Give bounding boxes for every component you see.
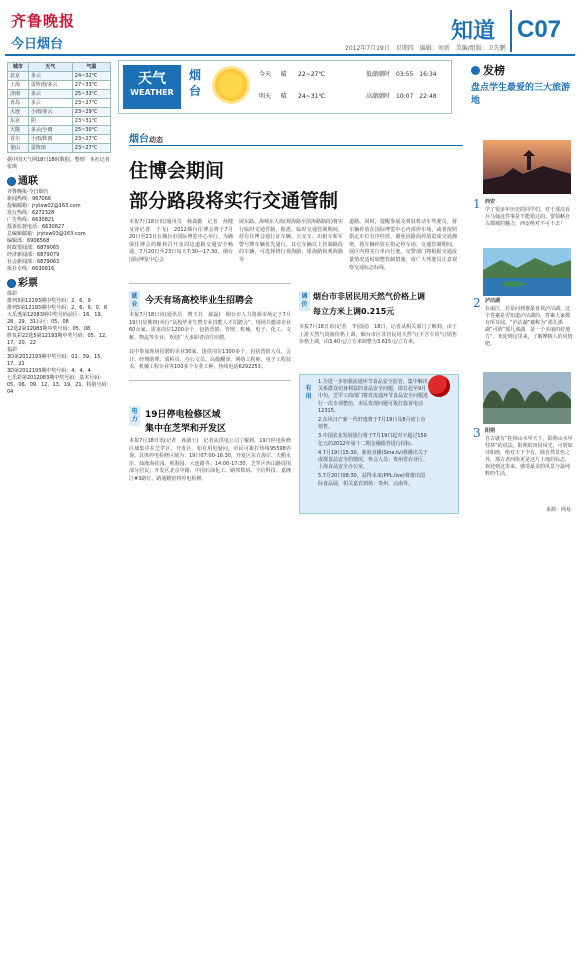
list-item: 3D第2012193期中奖号码：02、39、15、17、21 [7,354,106,367]
table-cell: 济南 [8,90,29,99]
table-row [8,90,111,99]
dongtai-label [129,130,163,145]
tonglian-title: 通联 [18,176,38,187]
table-cell: 大连 [8,108,29,117]
today-temp: 22~27℃ [298,71,326,78]
table-row [8,126,111,135]
pushpin-icon [428,375,450,397]
list-item: 4.7月19日15:30，新浪直播(Sina.tv)将播出关于成都食品安全的情况，参会人员：贵州省农业厅、上海食品安全办公室。 [318,449,429,471]
table-cell: 釜山 [8,144,29,153]
table-cell: 25~30℃ [72,126,110,135]
ranking-icon [471,66,480,75]
main-story-col-3: 道路。同时，提醒参展及观展机动车驾驶员，将车辆停放在国际博览中心内部停车场，或者按照指定车位有序停放，避免因路面停放造成交通拥堵，将车辆停放在指定停车场，交通管制期间，展区内将实行单向行驶，交警部门将根据交通流量情况适时调整管制措施，请广大驾驶员注意观察交通标志标线。 [349,219,457,271]
table-row [8,72,111,81]
list-item: 投稿邮箱：jrytxw02@163.com [7,203,81,209]
lottery-list [7,291,113,396]
table-row [8,108,111,117]
list-item: 排列3第12193期中奖号码：2、6、9 [7,298,91,304]
table-row [8,99,111,108]
rank-number: 1 [473,197,481,211]
jobs-title: 今天有场高校毕业生招聘会 [145,296,254,306]
list-item: 齐鲁晚报·今日烟台 [7,189,49,195]
list-item: 5.7月20日08:30，益得未来(PPL.live)将推出国际食品展，相关嘉宾到场：贵州、云南等。 [318,473,425,487]
tonglian-list [7,189,113,273]
weather-logo-en: WEATHER [130,88,174,97]
source-credit: 来源：网易 [545,507,571,513]
table-cell: 雷阵雨/多云 [28,81,72,90]
table-cell: 27~33℃ [72,81,110,90]
list-item: 投诉监督电话：6630827 [7,224,65,230]
city-weather-table [7,62,111,153]
power-title-2: 集中在芝罘和开发区 [145,424,227,434]
table-row [8,117,111,126]
section-title: 知道 [451,19,496,44]
rank-text: 自古就有“桂林山水甲天下，阳朔山水甲桂林”的说法。阳朔的田园风光，可谓如诗如画，绝对天下少有，除自然景色之外，那古老西街更是这片土地的标志，欢迎到这里来，感受最美的风景与最纯粹的生活。 [485,436,573,477]
newspaper-name: 齐鲁晚报 [11,12,76,30]
list-item: 3.中国农业发展银行将于7月19日起对不超过150亿元的2012年第十二期金融债券进行招标。 [318,433,427,447]
rank-place: 泸沽湖 [485,298,501,304]
table-cell: 大阪 [8,126,29,135]
sun-icon [215,69,247,101]
table-cell: 多云/小雨 [28,126,72,135]
today-row [259,69,325,78]
useful-info-box [299,374,459,514]
gas-tag: 调价 [299,291,310,311]
fabang-heading [471,62,575,78]
low-tide: 低潮潮时 03:55 16:34 [366,71,437,78]
list-item: 社会新闻部：6879063 [7,259,60,265]
list-item: 大乐透第12083期中奖号码前区：16、19、28、29、31后区：05、08 [7,312,106,325]
page-number: C07 [517,16,562,43]
power-title-1: 19日停电检修区域 [145,410,221,420]
dongtai-small: 动态 [149,136,163,144]
list-item: 排列5第12193期中奖号码：2、6、9、0、8 [7,305,107,311]
jobs-body-2: 其中参加现场招聘的企业30家，提供岗位1300多个，包括营销人员、会计、经理助理、质检员、办公文员、高级翻译、网络工程师、电子工程技术、机械工程专业等100多个专业工种。热线电话6292253。 [129,349,291,371]
list-item: 编辑部：6906568 [7,238,50,244]
main-headline [129,156,338,216]
table-cell: 小雨/阵雨 [28,135,72,144]
newspaper-page [5,6,575,518]
table-cell: 阴 [28,117,72,126]
left-column [7,62,113,517]
list-item: 3D第2012193期中奖号码：4、4、4 [7,368,91,374]
useful-tag: 有用 [303,383,314,403]
divider [129,283,291,284]
rank-text: 在丽江，若是问到谁最喜欢泸沽湖，这个答案是否知道泸沽湖的，答案大家都有所耳闻，“泸沽湖”被称为“那儿那湖”可谓“那儿那湖，是一个美丽的好地方”，欢迎到这里来，了解摩梭人的风情吧。 [485,306,573,347]
table-cell: 小雨/多云 [28,108,72,117]
list-item: 体彩 [7,291,18,297]
table-cell: 多云 [28,99,72,108]
rank-number: 3 [473,426,481,440]
useful-list [318,379,428,490]
header-divider [510,10,512,52]
tonglian-heading [7,177,113,186]
tomorrow-label: 明天 [259,93,272,100]
list-item: 福彩 [7,347,18,353]
list-item: 七乐彩第2012083期中奖号码：基本号码：05、06、09、12、13、19、21、特别号码：04 [7,375,112,395]
headline-line-1: 住博会期间 [129,160,225,182]
list-item: 12选2第12083期中奖号码：05、08 [7,326,91,332]
table-header: 城市 [8,63,29,72]
list-item: 发行热线：6272328 [7,210,55,216]
high-tide: 高潮潮时 10:07 22:48 [366,93,437,100]
weather-box [118,60,452,114]
main-story-col-2: 展东路、海城东大街(观海路至滨海路路段)将实行临时交通管制。据悉，临时交通管制期间，持有住博会通行证车辆、公交车、出租车和军警号牌车辆优先通行，其它车辆以上管制路段的车辆，可选择绕行观海路、银海路和观海路等 [239,219,343,263]
gas-title-1: 烟台市非居民用天然气价格上调 [313,292,425,301]
fabang-title: 发榜 [483,64,505,77]
main-story-col-1: 本报7月18日讯(通讯员 杨焱勤 记者 孙健 及萍记者 于飞) 2012烟台住博会将于7月20日至23日在烟台市国际博览中心举行。为确保住博会的顺利召开及周边道路交通安全畅通，7月20日至23日每天7:30—17:30，烟台国际博览中心会 [129,219,239,263]
table-header: 天气 [28,63,72,72]
list-item: 胜负彩22选5第12193期中奖号码：05、12、17、20、22 [7,333,111,346]
table-cell: 23~31℃ [72,117,110,126]
rank-place: 西安 [485,199,496,205]
table-row [8,135,111,144]
right-column [471,62,575,518]
list-item: 时政要闻部：6879065 [7,245,60,251]
table-cell: 上海 [8,81,29,90]
weather-table-note: 据中国天气网18日18时数据。整理 本社记者 张琪 [7,157,115,170]
rank-text: 学了很多年历史的同学们，对于那次看兵马俑这件事是不能错过的。要领略自古都城的魅力，西安绝对不可不去！ [485,207,571,227]
list-item: 广告热线：6630821 [7,217,55,223]
table-cell: 23~27℃ [72,144,110,153]
today-label: 今天 [259,71,272,78]
list-item: 新闻热线：967066 [7,196,52,202]
lugu-lake-photo [483,248,571,296]
dateline: 2012年7月19日 星期四 编辑：刘新 美编/组版：卫先鹏 [345,45,506,52]
list-item: 总编辑邮箱：jrytxw03@163.com [7,231,86,237]
divider [129,380,291,381]
table-cell: 东京 [8,117,29,126]
table-cell: 北京 [8,72,29,81]
today-weather: 晴 [280,71,287,78]
lottery-title: 彩票 [18,278,38,289]
table-cell: 23~29℃ [72,108,110,117]
power-body: 本报7月18日讯(记者 孙淑玉) 记者从供电公司了解到，19日停电检修区域集中在芝罘区、开发区。如有用电疑问，市民可拨打热线95598咨询。具体停电检修区域为：19日07:00-16:30，开发区东方海岸、天鹅水岸、仙鹿海花园、观海园、大连路等；14:00-17:30，芝罘区西山路周围部分居民；开发区北京中路、中国石油化工、路邦数码、宇信科技、嘉隆江#3路灯、路通精密将停电检修。 [129,438,291,482]
table-cell: 雷阵雨 [28,144,72,153]
ranking-title: 盘点学生最爱的三大旅游地 [471,83,571,106]
list-item: 2.东风日产新一代轩逸将于7月19日及8月初上市销售。 [318,417,426,431]
tomorrow-weather: 晴 [280,93,287,100]
lottery-icon [7,279,16,288]
table-cell: 23~27℃ [72,135,110,144]
list-item: 1.为进一步加强流通环节食品安全监管，集中解决关系群众切身利益的食品安全问题，即日起至9月中旬，芝罘工商部门将对流通环节食品安全问题进行一次专项整治，市民发现问题可拨打投诉电话12315。 [318,379,429,414]
weather-city: 烟台 [189,68,202,98]
table-header: 气温 [72,63,110,72]
table-cell: 24~32℃ [72,72,110,81]
table-cell: 青岛 [8,99,29,108]
jobs-tag: 就业 [129,291,140,311]
table-cell: 多云 [28,72,72,81]
table-cell: 多云 [28,90,72,99]
gas-body: 本报7月18日讯(记者 李园园) 18日，记者从相关部门了解到，由于上游天然气资源价格上调，烟台市区非居民用天然气(不含车用气)销售价格上调，由3.40元/立方米调整为3.615元/立方米。 [299,324,457,346]
gas-title-2: 每立方米上调0.215元 [313,307,395,316]
jobs-body: 本报7月18日讯(通讯员 曹玉苏 郝磊) 烟台市人力资源市场定于7月19日(星期四)举行“高校毕业生暨专业技能人才招聘会”，现场共邀请企业60余家，需求岗位1200余个，包括营销、管理、机械、电子、化工、文秘、物流等专业，欢迎广大求职者前往应聘。 [129,312,291,341]
table-header-row [8,63,111,72]
table-cell: 23~27℃ [72,99,110,108]
xian-photo [483,140,571,194]
list-item: 报社专线：6630816 [7,266,55,272]
tomorrow-temp: 24~31℃ [298,93,326,100]
weather-logo [123,65,181,109]
rank-place: 阳朔 [485,428,496,434]
headline-line-2: 部分路段将实行交通管制 [129,190,339,212]
lottery-heading [7,279,113,288]
tomorrow-row [259,91,325,100]
dongtai-rule [129,145,463,146]
phone-icon [7,177,16,186]
table-row [8,81,111,90]
table-cell: 首尔 [8,135,29,144]
edition-name: 今日烟台 [11,37,64,52]
page-header [5,6,575,56]
power-tag: 电力 [129,406,140,426]
rank-number: 2 [473,296,481,310]
table-cell: 25~33℃ [72,90,110,99]
dongtai-main: 烟台 [129,134,149,145]
table-row [8,144,111,153]
weather-logo-cn: 天气 [138,71,166,87]
yangshuo-photo [483,372,571,424]
list-item: 经济新闻部：6879079 [7,252,60,258]
